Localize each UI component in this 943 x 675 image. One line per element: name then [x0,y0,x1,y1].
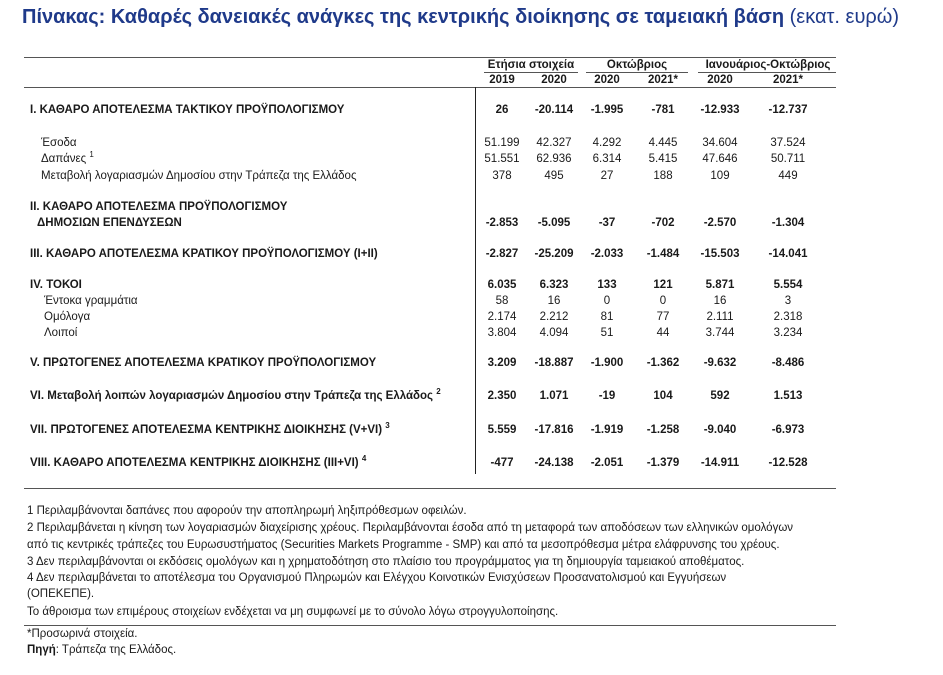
cell-value: -1.900 [590,357,624,369]
row-label-text: Δαπάνες [41,153,87,165]
cell-value: 44 [656,327,670,339]
row-label [30,421,390,436]
row-label [30,201,287,213]
footnote-4-cont: (ΟΠΕΚΕΠΕ). [27,588,95,600]
footnote-ref: 1 [89,150,94,159]
cell-value: 592 [710,390,730,402]
cell-value: 2.174 [487,311,517,323]
cell-value: -37 [598,217,616,229]
cell-value: 62.936 [536,153,572,165]
row-label-text: Μεταβολή λογαριασμών Δημοσίου στην Τράπεζα της Ελλάδος [41,170,357,182]
footnote-ref: 3 [385,421,390,430]
cell-value: -702 [651,217,675,229]
header-year: 2019 [489,74,515,86]
footnote-ref: 4 [361,454,367,463]
header-group-jan-oct: Ιανουάριος-Οκτώβριος [705,59,831,71]
cell-value: 2.318 [773,311,803,323]
header-group-underline [698,72,836,73]
title-lead: Πίνακας: Καθαρές δανειακές ανάγκες της κεντρικής διοίκησης σε ταμειακή βάση [22,6,785,28]
cell-value: 16 [547,295,561,307]
cell-value: 2.350 [487,390,517,402]
cell-value: -25.209 [534,248,574,260]
row-label-text: VIII. ΚΑΘΑΡΟ ΑΠΟΤΕΛΕΣΜΑ ΚΕΝΤΡΙΚΗΣ ΔΙΟΙΚΗΣΗΣ (III+VI) [30,457,359,469]
row-label-text: II. ΚΑΘΑΡΟ ΑΠΟΤΕΛΕΣΜΑ ΠΡΟΫΠΟΛΟΓΙΣΜΟΥ [30,201,288,213]
cell-value: 0 [603,295,611,307]
cell-value: 2.212 [539,311,569,323]
row-label-text: V. ΠΡΩΤΟΓΕΝΕΣ ΑΠΟΤΕΛΕΣΜΑ ΚΡΑΤΙΚΟΥ ΠΡΟΫΠΟΛΟΓΙΣΜΟΥ [30,357,377,369]
cell-value: -14.911 [700,457,740,469]
title-unit: (εκατ. ευρώ) [789,6,900,28]
row-label-text: Έσοδα [41,137,77,149]
cell-value: -1.379 [646,457,680,469]
cell-value: -14.041 [768,248,808,260]
header-group-underline [586,72,688,73]
cell-value: 1.513 [773,390,803,402]
cell-value: 5.554 [773,279,803,291]
cell-value: -12.737 [768,104,808,116]
header-group-underline [484,72,578,73]
cell-value: 27 [600,170,614,182]
header-year: 2020 [594,74,620,86]
cell-value: 6.035 [487,279,517,291]
cell-value: 121 [653,279,673,291]
cell-value: 50.711 [770,153,806,165]
cell-value: 5.415 [648,153,678,165]
cell-value: 4.094 [539,327,569,339]
row-label-line2: ΔΗΜΟΣΙΩΝ ΕΠΕΝΔΥΣΕΩΝ [37,217,182,229]
header-year: 2021* [647,74,679,86]
cell-value: 3.209 [487,357,517,369]
row-label [30,104,344,116]
row-label [30,387,441,402]
row-label-text: VI. Μεταβολή λοιπών λογαριασμών Δημοσίου στην Τράπεζα της Ελλάδος [30,390,434,402]
header-year: 2020 [707,74,733,86]
cell-value: 109 [710,170,730,182]
cell-value: -5.095 [537,217,571,229]
row-label-text: Ομόλογα [44,311,91,323]
cell-value: 449 [778,170,798,182]
cell-value: 81 [600,311,614,323]
footnote-1: 1 Περιλαμβάνονται δαπάνες που αφορούν την αποπληρωμή ληξιπρόθεσμων οφειλών. [27,505,467,517]
cell-value: 77 [656,311,670,323]
row-label [30,248,378,260]
cell-value: 4.445 [648,137,678,149]
row-label-text: III. ΚΑΘΑΡΟ ΑΠΟΤΕΛΕΣΜΑ ΚΡΑΤΙΚΟΥ ΠΡΟΫΠΟΛΟΓΙΣΜΟΥ (I+II) [30,248,378,260]
cell-value: 47.646 [702,153,738,165]
cell-value: -18.887 [534,357,574,369]
cell-value: -9.040 [703,424,737,436]
row-label [30,454,367,469]
cell-value: -6.973 [771,424,805,436]
header-year: 2021* [772,74,804,86]
row-label [30,357,376,369]
cell-value: 42.327 [536,137,572,149]
row-label [41,170,356,182]
cell-value: 133 [597,279,617,291]
cell-value: -19 [598,390,616,402]
cell-value: -9.632 [703,357,737,369]
cell-value: 5.871 [705,279,735,291]
footnote-3: 3 Δεν περιλαμβάνονται οι εκδόσεις ομολόγων και η χρηματοδότηση στο πλαίσιο του προγράμματος για τη δημιουργία ταμειακού αποθέματος. [27,556,745,568]
cell-value: 37.524 [770,137,806,149]
row-label-text: VII. ΠΡΩΤΟΓΕΝΕΣ ΑΠΟΤΕΛΕΣΜΑ ΚΕΝΤΡΙΚΗΣ ΔΙΟΙΚΗΣΗΣ (V+VI) [30,424,383,436]
rounding-note: Το άθροισμα των επιμέρους στοιχείων ενδέχεται να μη συμφωνεί με το σύνολο λόγω στρογγυλοποίησης. [27,606,559,618]
cell-value: 58 [495,295,509,307]
cell-value: 495 [544,170,564,182]
row-label [41,137,77,149]
cell-value: -2.051 [590,457,624,469]
row-label-text: Λοιποί [44,327,78,339]
cell-value: 16 [713,295,727,307]
row-label-text: Έντοκα γραμμάτια [44,295,138,307]
cell-value: -20.114 [534,104,574,116]
cell-value: 26 [495,104,509,116]
cell-value: -2.853 [485,217,519,229]
cell-value: 51.199 [484,137,520,149]
cell-value: -1.919 [590,424,624,436]
row-label [44,311,90,323]
row-label-text: I. ΚΑΘΑΡΟ ΑΠΟΤΕΛΕΣΜΑ ΤΑΚΤΙΚΟΥ ΠΡΟΫΠΟΛΟΓΙΣΜΟΥ [30,104,345,116]
cell-value: 378 [492,170,512,182]
cell-value: 51.551 [484,153,520,165]
row-label [44,327,77,339]
provisional-note: *Προσωρινά στοιχεία. [27,628,138,640]
footnote-bottom-rule [24,625,836,626]
cell-value: -1.304 [771,217,805,229]
cell-value: -781 [651,104,675,116]
cell-value: -17.816 [534,424,574,436]
table-top-rule [24,57,836,58]
cell-value: -2.033 [590,248,624,260]
cell-value: 5.559 [487,424,517,436]
cell-value: 2.111 [706,311,734,323]
cell-value: -1.258 [646,424,680,436]
cell-value: -12.528 [768,457,808,469]
cell-value: 3.234 [773,327,803,339]
cell-value: 3.744 [705,327,735,339]
cell-value: 6.323 [539,279,569,291]
cell-value: 3.804 [487,327,517,339]
header-bottom-rule [24,87,836,88]
cell-value: 51 [600,327,614,339]
source-note [27,644,176,656]
header-year: 2020 [541,74,567,86]
cell-value: -2.570 [703,217,737,229]
row-label [30,279,82,291]
header-group-annual: Ετήσια στοιχεία [487,59,575,71]
table-bottom-rule [24,488,836,489]
cell-value: 3 [784,295,792,307]
source-label: Πηγή [27,644,56,656]
footnote-2: 2 Περιλαμβάνεται η κίνηση των λογαριασμών διαχείρισης χρέους. Περιλαμβάνονται έσοδα από τη μεταφορά των αποδόσεων των ελληνικών ομολόγων [27,522,794,534]
cell-value: 6.314 [592,153,622,165]
page-title [22,6,899,29]
cell-value: -1.995 [590,104,624,116]
cell-value: 1.071 [539,390,569,402]
footnote-4: 4 Δεν περιλαμβάνεται το αποτέλεσμα του Οργανισμού Πληρωμών και Ελέγχου Κοινοτικών Ενισχύσεων Προσανατολισμού και Εγγυήσεων [27,572,727,584]
cell-value: -15.503 [700,248,740,260]
cell-value: 4.292 [592,137,622,149]
cell-value: 104 [653,390,673,402]
cell-value: -2.827 [485,248,519,260]
footnote-2-cont: από τις κεντρικές τράπεζες του Ευρωσυστήματος (Securities Markets Programme - SMP) και από τα μεσοπρόθεσμα μέτρα ελάφρυνσης του χρέους. [27,539,780,551]
header-group-october: Οκτώβριος [606,59,668,71]
row-label [41,150,94,165]
cell-value: 0 [659,295,667,307]
cell-value: -1.362 [646,357,680,369]
row-label-text: IV. ΤΟΚΟΙ [30,279,82,291]
cell-value: -24.138 [534,457,574,469]
cell-value: -8.486 [771,357,805,369]
cell-value: -1.484 [646,248,680,260]
cell-value: -477 [490,457,514,469]
row-label [44,295,138,307]
cell-value: 34.604 [702,137,738,149]
cell-value: 188 [653,170,673,182]
cell-value: -12.933 [700,104,740,116]
source-text: : Τράπεζα της Ελλάδος. [55,644,177,656]
footnote-ref: 2 [436,387,441,396]
